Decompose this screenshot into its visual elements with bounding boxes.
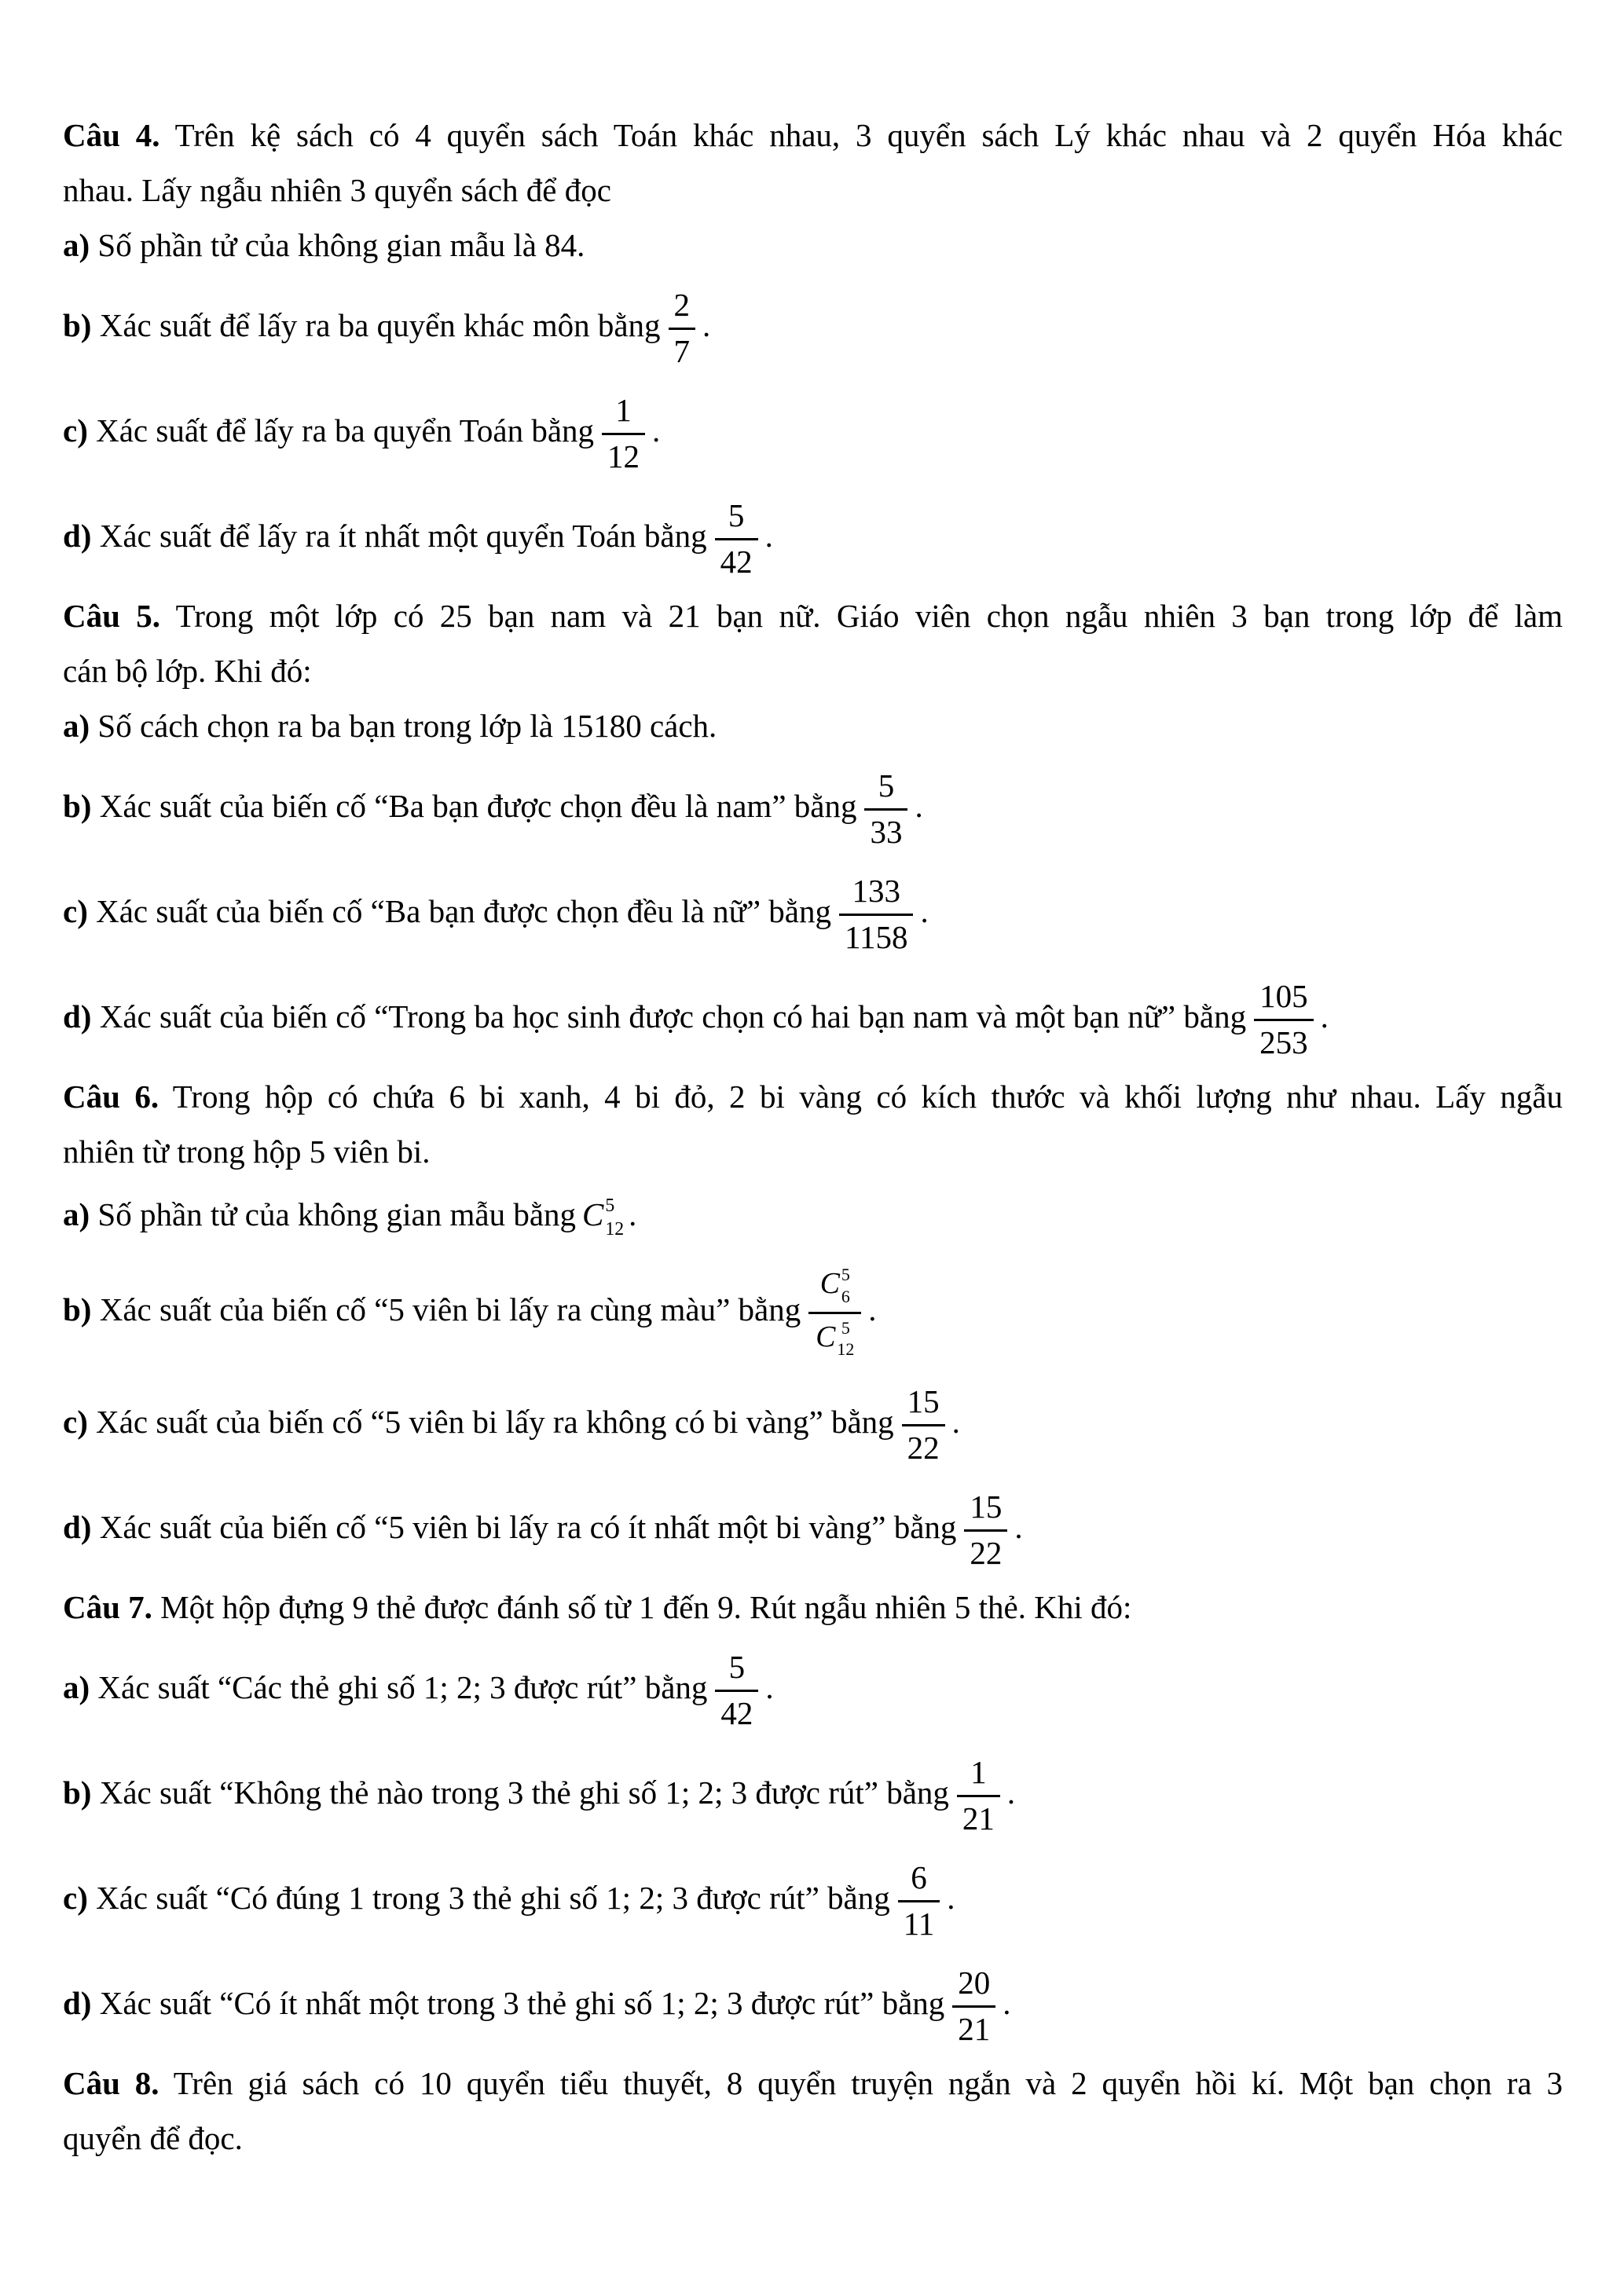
question-6-item-d-fraction-numerator: 15 <box>964 1489 1007 1532</box>
question-7-item-d-fraction <box>952 1965 995 2048</box>
question-4-item-d: d) Xác suất để lấy ra ít nhất một quyển Toán bằng $\frac{5}{42}$ . <box>63 497 773 580</box>
question-8 <box>63 2056 1563 2166</box>
question-4-intro-line-1: Câu 4. Trên kệ sách có 4 quyển sách Toán khác nhau, 3 quyển sách Lý khác nhau và 2 quyển Hóa khác <box>63 117 1563 153</box>
combination-subscript: 12 <box>837 1340 855 1360</box>
question-6-item-a-label: a) <box>63 1196 90 1232</box>
question-7-item-a: a) Xác suất “Các thẻ ghi số 1; 2; 3 được rút” bằng $\frac{5}{42}$ . <box>63 1649 774 1732</box>
combination-letter: C <box>819 1267 840 1301</box>
question-4-item-b-fraction-numerator: 2 <box>669 287 696 330</box>
question-4-item-b-fraction-denominator: 7 <box>673 333 691 370</box>
question-7-item-a-fraction-numerator: 5 <box>715 1650 758 1692</box>
question-4-item-d-fraction-denominator: 42 <box>720 544 753 580</box>
question-5-item-c-fraction <box>839 873 913 956</box>
question-5-item-b-fraction-numerator: 5 <box>864 768 907 811</box>
question-5-item-a-label: a) <box>63 708 90 744</box>
question-7-item-c-fraction <box>898 1860 940 1943</box>
question-7-item-d-fraction-denominator: 21 <box>958 2011 991 2048</box>
combination-symbol <box>820 1265 850 1308</box>
combination-superscript: 5 <box>841 1265 850 1285</box>
question-6 <box>63 1069 1563 1580</box>
combination-superscript: 5 <box>605 1195 615 1216</box>
question-4-item-c-fraction <box>602 393 645 475</box>
question-5-item-b-label: b) <box>63 788 92 824</box>
question-4-item-c-fraction-numerator: 1 <box>602 393 645 435</box>
question-5-item-c-fraction-numerator: 133 <box>839 873 913 916</box>
question-7-item-c-fraction-denominator: 11 <box>903 1906 935 1943</box>
question-4-label: Câu 4. <box>63 117 160 153</box>
question-6-item-d-fraction-denominator: 22 <box>970 1535 1003 1572</box>
question-6-item-a-combination <box>582 1195 624 1241</box>
question-7-item-a-fraction <box>715 1650 758 1732</box>
question-5-item-d: d) Xác suất của biến cố “Trong ba học sinh được chọn có hai bạn nam và một bạn nữ” bằng $\frac{105}{253}$ . <box>63 978 1329 1061</box>
question-7-item-c-fraction-numerator: 6 <box>898 1860 940 1902</box>
question-7-item-c-label: c) <box>63 1880 88 1916</box>
question-6-item-b-fraction <box>808 1265 861 1360</box>
question-6-item-c: c) Xác suất của biến cố “5 viên bi lấy ra không có bi vàng” bằng $\frac{15}{22}$ . <box>63 1383 960 1467</box>
question-5-intro-line-1: Câu 5. Trong một lớp có 25 bạn nam và 21 bạn nữ. Giáo viên chọn ngẫu nhiên 3 bạn trong lớp để làm <box>63 598 1563 634</box>
combination-symbol <box>816 1318 854 1361</box>
question-4-item-c-label: c) <box>63 412 88 449</box>
question-5-item-b-fraction-denominator: 33 <box>870 814 903 851</box>
question-7-item-c: c) Xác suất “Có đúng 1 trong 3 thẻ ghi số 1; 2; 3 được rút” bằng $\frac{6}{11}$ . <box>63 1859 955 1943</box>
question-7-item-b: b) Xác suất “Không thẻ nào trong 3 thẻ ghi số 1; 2; 3 được rút” bằng $\frac{1}{21}$ . <box>63 1754 1016 1837</box>
question-5-item-d-fraction-numerator: 105 <box>1254 979 1314 1021</box>
question-5-item-c-label: c) <box>63 893 88 929</box>
question-6-item-b-fraction-numerator <box>808 1265 861 1314</box>
question-6-item-b: b) Xác suất của biến cố “5 viên bi lấy ra cùng màu” bằng C 5 6 C 5 12 . <box>63 1250 1563 1369</box>
question-6-item-c-fraction-denominator: 22 <box>907 1430 940 1467</box>
combination-subscript: 12 <box>605 1218 625 1240</box>
question-5-item-d-fraction-denominator: 253 <box>1259 1024 1308 1061</box>
question-5-item-b-fraction <box>864 768 907 851</box>
question-6-item-d-fraction <box>964 1489 1007 1572</box>
question-7-item-b-fraction <box>957 1755 1000 1837</box>
question-4-item-d-fraction-numerator: 5 <box>715 498 758 540</box>
combination-scripts <box>837 1318 854 1361</box>
question-8-intro-line-1: Câu 8. Trên giá sách có 10 quyển tiểu thuyết, 8 quyển truyện ngắn và 2 quyển hồi kí. Một bạn chọn ra 3 <box>63 2065 1563 2101</box>
question-6-item-c-fraction-numerator: 15 <box>902 1384 945 1426</box>
question-7-item-a-label: a) <box>63 1669 90 1705</box>
question-6-item-d-label: d) <box>63 1509 92 1545</box>
question-4-item-d-label: d) <box>63 518 92 554</box>
question-4-item-d-fraction <box>715 498 758 580</box>
question-5 <box>63 588 1563 1069</box>
question-4-item-a-label: a) <box>63 227 90 263</box>
question-7-item-d-label: d) <box>63 1985 92 2021</box>
question-7-item-a-fraction-denominator: 42 <box>720 1695 753 1732</box>
question-4 <box>63 108 1563 588</box>
question-4-item-b-label: b) <box>63 307 92 343</box>
question-5-item-d-label: d) <box>63 998 92 1034</box>
question-7-label: Câu 7. <box>63 1589 152 1625</box>
question-8-intro-line-2: quyển để đọc. <box>63 2120 243 2156</box>
question-6-intro-line-1: Câu 6. Trong hộp có chứa 6 bi xanh, 4 bi đỏ, 2 bi vàng có kích thước và khối lượng như nhau. Lấy ngẫu <box>63 1078 1563 1115</box>
question-6-item-d: d) Xác suất của biến cố “5 viên bi lấy ra có ít nhất một bi vàng” bằng $\frac{15}{22}$ . <box>63 1489 1023 1572</box>
question-7 <box>63 1580 1563 2056</box>
question-6-intro-line-2: nhiên từ trong hộp 5 viên bi. <box>63 1133 431 1170</box>
question-5-item-c-fraction-denominator: 1158 <box>844 919 908 956</box>
question-7-item-d: d) Xác suất “Có ít nhất một trong 3 thẻ ghi số 1; 2; 3 được rút” bằng $\frac{20}{21}$ . <box>63 1965 1011 2048</box>
combination-scripts <box>841 1265 850 1308</box>
question-5-intro-line-2: cán bộ lớp. Khi đó: <box>63 653 312 689</box>
combination-letter: C <box>816 1320 836 1354</box>
question-5-item-b: b) Xác suất của biến cố “Ba bạn được chọn đều là nam” bằng $\frac{5}{33}$ . <box>63 767 923 851</box>
question-6-label: Câu 6. <box>63 1078 159 1115</box>
question-5-item-a: a) Số cách chọn ra ba bạn trong lớp là 15180 cách. <box>63 708 717 744</box>
question-6-item-c-label: c) <box>63 1404 88 1440</box>
question-6-item-b-fraction-denominator <box>808 1314 861 1361</box>
question-7-item-b-fraction-denominator: 21 <box>962 1800 995 1837</box>
question-6-item-c-fraction <box>902 1384 945 1467</box>
question-5-item-d-fraction <box>1254 979 1314 1061</box>
question-6-item-b-label: b) <box>63 1291 92 1327</box>
question-5-item-c: c) Xác suất của biến cố “Ba bạn được chọn đều là nữ” bằng $\frac{133}{1158}$ . <box>63 873 929 956</box>
question-4-item-a: a) Số phần tử của không gian mẫu là 84. <box>63 227 585 263</box>
question-7-item-b-label: b) <box>63 1774 92 1811</box>
question-7-item-b-fraction-numerator: 1 <box>957 1755 1000 1797</box>
question-4-intro-line-2: nhau. Lấy ngẫu nhiên 3 quyển sách để đọc <box>63 172 611 208</box>
question-4-item-b-fraction <box>669 287 696 370</box>
question-4-item-c-fraction-denominator: 12 <box>607 438 640 475</box>
combination-letter: C <box>582 1196 604 1232</box>
combination-scripts <box>605 1195 624 1241</box>
question-4-item-b: b) Xác suất để lấy ra ba quyển khác môn bằng $\frac{2}{7}$ . <box>63 287 711 370</box>
question-6-item-a: a) Số phần tử của không gian mẫu bằng C 5 12 . <box>63 1179 1563 1250</box>
combination-subscript: 6 <box>841 1287 850 1306</box>
combination-superscript: 5 <box>841 1319 850 1338</box>
question-7-intro-line-1: Câu 7. Một hộp đựng 9 thẻ được đánh số từ 1 đến 9. Rút ngẫu nhiên 5 thẻ. Khi đó: <box>63 1589 1132 1625</box>
question-5-label: Câu 5. <box>63 598 161 634</box>
question-7-item-d-fraction-numerator: 20 <box>952 1965 995 2008</box>
question-8-label: Câu 8. <box>63 2065 159 2101</box>
question-4-item-c: c) Xác suất để lấy ra ba quyển Toán bằng $\frac{1}{12}$ . <box>63 392 661 475</box>
